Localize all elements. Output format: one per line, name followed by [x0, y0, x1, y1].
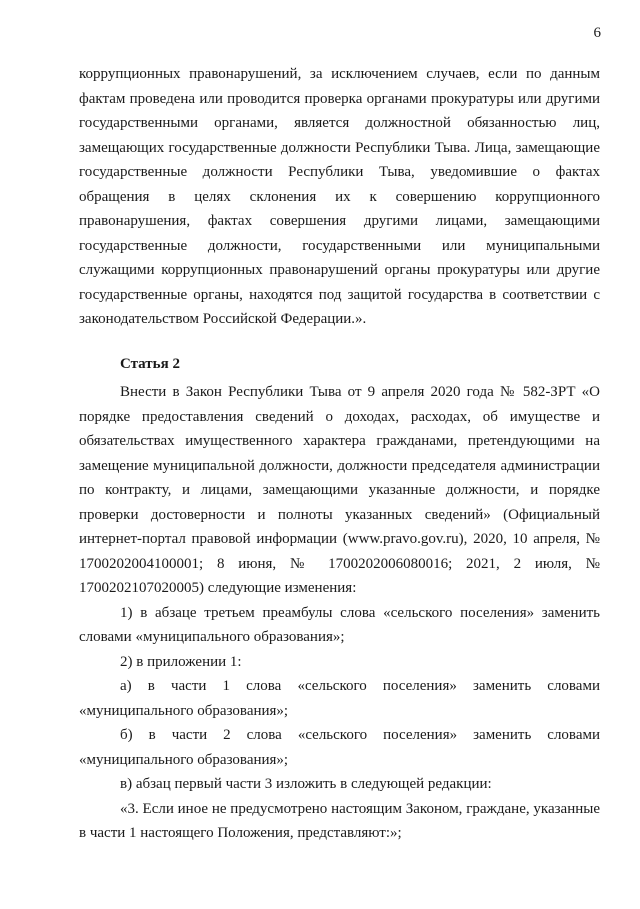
amendment-item-2: 2) в приложении 1: [120, 653, 242, 670]
continued-paragraph: коррупционных правонарушений, за исключением случаев, если по данным фактам проведена или проводится проверка органами прокуратуры или другими государственными органами, является должностной обязанностью лиц, замещающих государственные должности Республики Тыва. Лица, замещающие государственные должности Республики Тыва, уведомившие о фактах обращения в целях склонения их к совершению коррупционного правонарушения, фактах совершения другими лицами, замещающими государственные должности, государственными или муниципальными служащими коррупционных правонарушений органы прокуратуры или другие государственные органы, находятся под защитой государства в соответствии с законодательством Российской Федерации.». [79, 66, 600, 327]
amendment-subitem-v: в) абзац первый части 3 изложить в следующей редакции: [120, 776, 492, 792]
document-body [79, 62, 600, 846]
amendment-subitem-b: б) в части 2 слова «сельского поселения» заменить словами «муниципального образования»; [79, 727, 600, 768]
article-heading: Статья 2 [120, 355, 180, 372]
amendment-subitem-a: а) в части 1 слова «сельского поселения» заменить словами «муниципального образования»; [79, 678, 600, 719]
page-number: 6 [593, 25, 601, 41]
amendment-item-1: 1) в абзаце третьем преамбулы слова «сельского поселения» заменить словами «муниципального образования»; [79, 604, 600, 645]
article-intro-paragraph: Внести в Закон Республики Тыва от 9 апреля 2020 года № 582-ЗРТ «О порядке предоставления сведений о доходах, расходах, об имуществе и обязательствах имущественного характера гражданами, претендующими на замещение муниципальной должности, должности председателя администрации по контракту, и лицами, замещающими указанные должности, и порядке проверки достоверности и полноты указанных сведений» (Официальный интернет-портал правовой информации (www.pravo.gov.ru), 2020, 10 апреля, № 1700202004100001; 8 июня, № 1700202006080016; 2021, 2 июля, № 1700202107020005) следующие изменения: [79, 384, 600, 596]
section-spacer [79, 332, 600, 352]
new-text-quote: «3. Если иное не предусмотрено настоящим Законом, граждане, указанные в части 1 настоящего Положения, представляют:»; [79, 800, 600, 841]
